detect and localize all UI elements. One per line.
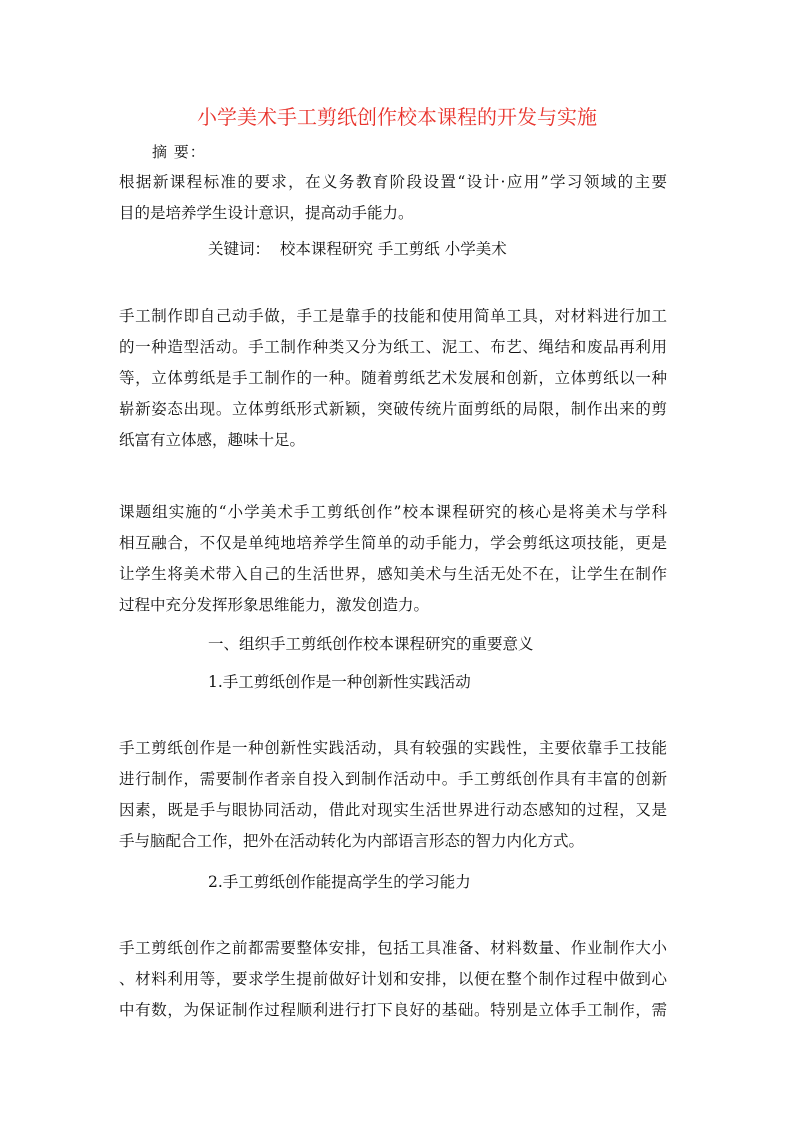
paragraph-line: 因素，既是手与眼协同活动，借此对现实生活世界进行动态感知的过程，又是 (119, 801, 667, 819)
paragraph-line: 纸富有立体感，趣味十足。 (119, 431, 306, 449)
paragraph-line: 中有数，为保证制作过程顺利进行打下良好的基础。特别是立体手工制作，需 (119, 1001, 667, 1019)
paragraph-line: 让学生将美术带入自己的生活世界，感知美术与生活无处不在，让学生在制作 (119, 565, 667, 583)
body-paragraph-2 (119, 497, 667, 621)
body-paragraph-1 (119, 301, 667, 456)
subsection-heading-2: 2.手工剪纸创作能提高学生的学习能力 (208, 873, 471, 891)
section-heading-1: 一、组织手工剪纸创作校本课程研究的重要意义 (208, 635, 534, 653)
paragraph-line: 过程中充分发挥形象思维能力，激发创造力。 (119, 596, 430, 614)
paragraph-line: 相互融合，不仅是单纯地培养学生简单的动手能力，学会剪纸这项技能，更是 (119, 534, 667, 552)
paragraph-line: 、材料利用等，要求学生提前做好计划和安排，以便在整个制作过程中做到心 (119, 970, 667, 988)
paragraph-line: 的一种造型活动。手工制作种类又分为纸工、泥工、布艺、绳结和废品再利用 (119, 338, 667, 356)
abstract-label: 摘 要： (152, 143, 206, 161)
paragraph-line: 手工剪纸创作是一种创新性实践活动，具有较强的实践性，主要依靠手工技能 (119, 739, 667, 757)
abstract-line: 目的是培养学生设计意识，提高动手能力。 (119, 204, 414, 222)
paragraph-line: 崭新姿态出现。立体剪纸形式新颖，突破传统片面剪纸的局限，制作出来的剪 (119, 400, 667, 418)
paragraph-line: 手工剪纸创作之前都需要整体安排，包括工具准备、材料数量、作业制作大小 (119, 939, 667, 957)
abstract-line: 根据新课程标准的要求，在义务教育阶段设置“设计·应用”学习领域的主要 (119, 173, 667, 191)
paragraph-line: 等，立体剪纸是手工制作的一种。随着剪纸艺术发展和创新，立体剪纸以一种 (119, 369, 667, 387)
subsection-heading-1: 1.手工剪纸创作是一种创新性实践活动 (208, 673, 471, 691)
keywords-line: 关键词： 校本课程研究 手工剪纸 小学美术 (208, 240, 507, 258)
abstract-paragraph (119, 167, 667, 229)
paragraph-line: 进行制作，需要制作者亲自投入到制作活动中。手工剪纸创作具有丰富的创新 (119, 770, 667, 788)
document-title: 小学美术手工剪纸创作校本课程的开发与实施 (197, 105, 597, 129)
body-paragraph-3 (119, 733, 667, 857)
paragraph-line: 课题组实施的“小学美术手工剪纸创作”校本课程研究的核心是将美术与学科 (119, 503, 667, 521)
body-paragraph-4 (119, 933, 667, 1026)
paragraph-line: 手与脑配合工作，把外在活动转化为内部语言形态的智力内化方式。 (119, 832, 585, 850)
paragraph-line: 手工制作即自己动手做，手工是靠手的技能和使用简单工具，对材料进行加工 (119, 307, 667, 325)
